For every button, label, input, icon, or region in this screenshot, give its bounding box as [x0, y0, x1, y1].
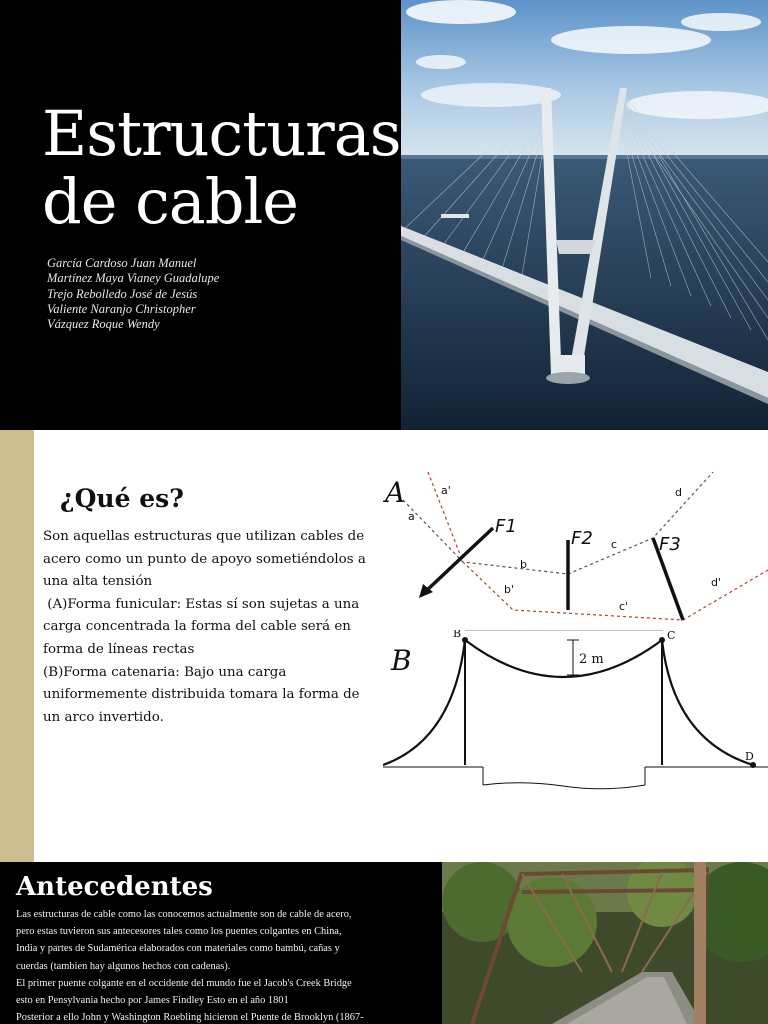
- catenary-cable-diagram: [383, 630, 768, 790]
- funicular-cable-diagram: [383, 470, 768, 630]
- segment-label: d: [675, 486, 682, 499]
- point-label: C: [667, 630, 676, 642]
- text-line: El primer puente colgante en el occidente del mundo fue el Jacob's Creek Bridge: [16, 977, 352, 989]
- diagram-b-label: B: [391, 644, 412, 677]
- point-label: D: [745, 750, 754, 763]
- force-label: F2: [571, 528, 593, 549]
- text-line: (B)Forma catenaria: Bajo una carga: [43, 664, 287, 680]
- definition-text: [43, 526, 366, 729]
- accent-bar: [0, 430, 34, 862]
- text-line: esto en Pensylvania hecho por James Findley Esto en el año 1801: [16, 995, 289, 1007]
- author-name: Valiente Naranjo Christopher: [47, 301, 196, 316]
- segment-label: b': [504, 583, 515, 596]
- background-text: [16, 906, 438, 1024]
- text-line: una alta tensión: [43, 574, 153, 590]
- title-line-1: Estructuras: [42, 97, 401, 170]
- text-line: Posterior a ello John y Washington Roebling hicieron el Puente de Brooklyn (1867-: [16, 1012, 364, 1024]
- segment-label: a': [441, 484, 451, 497]
- text-line: acero como un punto de apoyo sometiéndolos a: [43, 551, 366, 567]
- text-line: carga concentrada la forma del cable será en: [43, 619, 351, 635]
- text-line: uniformemente distribuida tomara la forma de: [43, 687, 360, 703]
- point-label: B: [453, 630, 462, 640]
- author-name: García Cardoso Juan Manuel: [47, 256, 197, 270]
- text-line: Las estructuras de cable como las conocemos actualmente son de cable de acero,: [16, 909, 352, 920]
- text-line: pero estas tuvieron sus antecesores tales como los puentes colgantes en China,: [16, 926, 342, 938]
- author-name: Vázquez Roque Wendy: [47, 317, 160, 332]
- text-line: cuerdas (tambien hay algunos hechos con cadenas).: [16, 960, 231, 972]
- author-list: [47, 256, 219, 332]
- title-line-2: de cable: [42, 165, 298, 238]
- diagram-a-label: A: [385, 476, 406, 509]
- section-heading: ¿Qué es?: [60, 484, 184, 513]
- segment-label: c': [619, 600, 629, 613]
- segment-label: c: [611, 538, 618, 551]
- background-slide: [0, 862, 768, 1024]
- text-line: India y partes de Sudamérica elaborados con materiales como bambú, cañas y: [16, 943, 340, 955]
- text-line: un arco invertido.: [43, 709, 164, 725]
- force-label: F3: [659, 534, 681, 555]
- title-slide: [0, 0, 768, 430]
- sag-dimension: 2 m: [579, 652, 604, 667]
- old-truss-bridge-photo: [442, 862, 768, 1024]
- segment-label: b: [520, 558, 527, 571]
- author-name: Martínez Maya Vianey Guadalupe: [47, 271, 220, 286]
- text-line: (A)Forma funicular: Estas sí son sujetas a una: [43, 596, 360, 612]
- cable-stayed-bridge-photo: [401, 0, 768, 430]
- text-line: forma de líneas rectas: [43, 641, 195, 657]
- author-name: Trejo Rebolledo José de Jesús: [47, 286, 198, 301]
- definition-slide: [0, 430, 768, 862]
- segment-label: d': [711, 576, 722, 589]
- text-line: Son aquellas estructuras que utilizan cables de: [43, 529, 365, 544]
- presentation-title: [42, 97, 402, 238]
- force-label: F1: [495, 516, 517, 537]
- section-heading: Antecedentes: [16, 872, 213, 902]
- segment-label: a: [408, 510, 415, 523]
